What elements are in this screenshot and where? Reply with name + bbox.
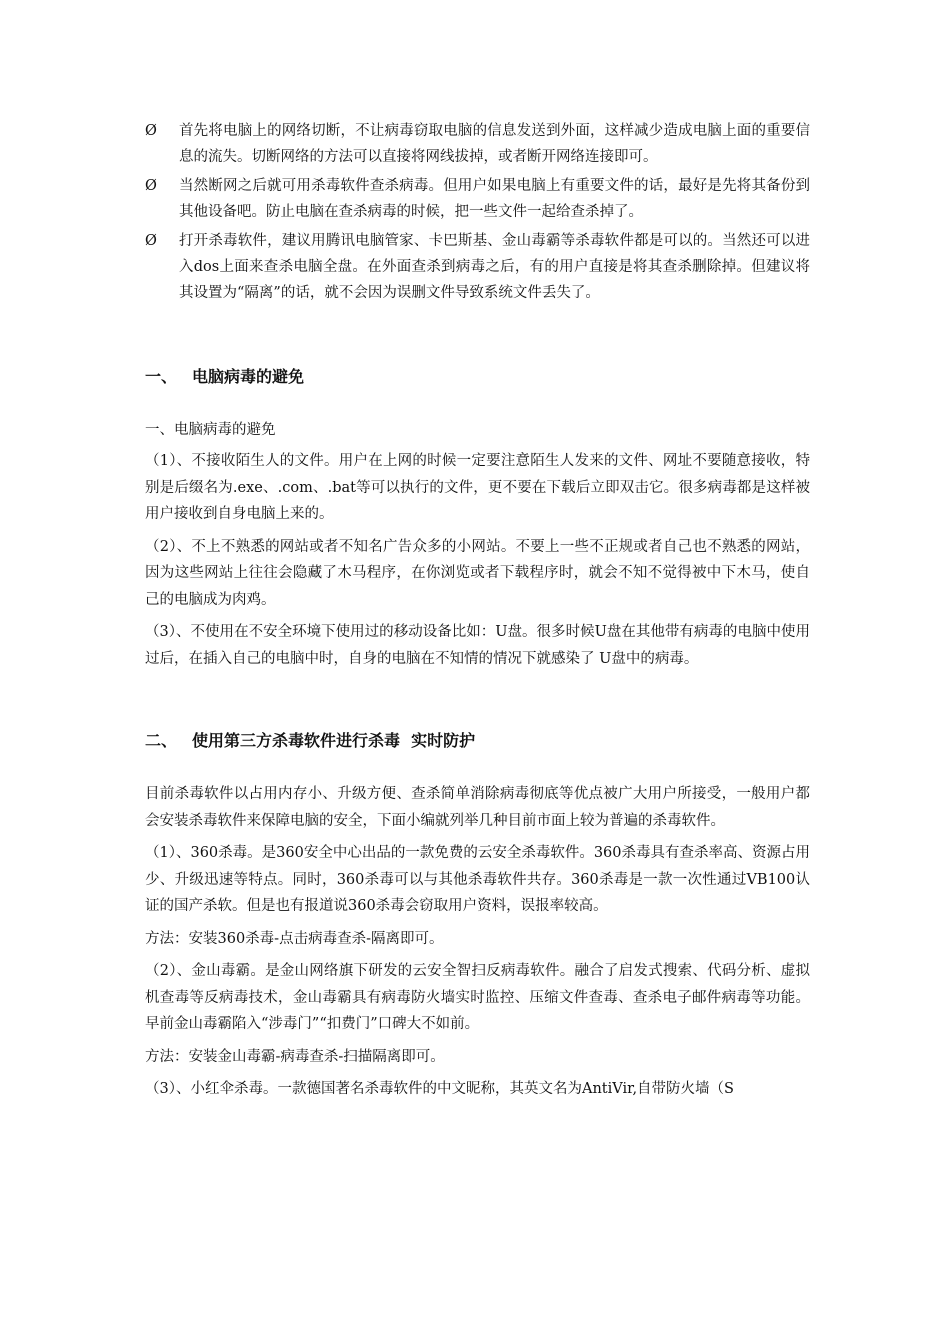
paragraph: 目前杀毒软件以占用内存小、升级方便、查杀简单消除病毒彻底等优点被广大用户所接受，一般用户都会安装杀毒软件来保障电脑的安全，下面小编就列举几种目前市面上较为普遍的杀毒软件。: [145, 786, 810, 829]
paragraph: 方法：安装金山毒霸-病毒查杀-扫描隔离即可。: [145, 1048, 445, 1065]
paragraph: （2）、不上不熟悉的网站或者不知名广告众多的小网站。不要上一些不正规或者自己也不熟悉的网站，因为这些网站上往往会隐藏了木马程序，在你浏览或者下载程序时，就会不知不觉得被中下木马，使自己的电脑成为肉鸡。: [145, 538, 810, 608]
bullet-item: [145, 228, 810, 306]
section-title: 电脑病毒的避免: [192, 367, 305, 386]
paragraph: （3）、小红伞杀毒。一款德国著名杀毒软件的中文昵称，其英文名为AntiVir,自带防火墙（S: [145, 1081, 734, 1097]
paragraph: 方法：安装360杀毒-点击病毒查杀-隔离即可。: [145, 930, 444, 947]
paragraph: （1）、360杀毒。是360安全中心出品的一款免费的云安全杀毒软件。360杀毒具有查杀率高、资源占用少、升级迅速等特点。同时，360杀毒可以与其他杀毒软件共存。360杀毒是一款一次性通过VB100认证的国产杀软。但是也有报道说360杀毒会窃取用户资料，误报率较高。: [145, 845, 810, 914]
bullet-text: 当然断网之后就可用杀毒软件查杀病毒。但用户如果电脑上有重要文件的话，最好是先将其备份到其他设备吧。防止电脑在查杀病毒的时候，把一些文件一起给查杀掉了。: [179, 178, 810, 220]
section-heading: [145, 364, 810, 387]
bullet-mark: Ø: [145, 123, 157, 139]
section-subtitle: 一、电脑病毒的避免: [145, 422, 276, 438]
bullet-text: 首先将电脑上的网络切断，不让病毒窃取电脑的信息发送到外面，这样减少造成电脑上面的重要信息的流失。切断网络的方法可以直接将网线拔掉，或者断开网络连接即可。: [179, 123, 810, 165]
section-number: 一、: [145, 367, 178, 386]
bullet-item: [145, 118, 810, 170]
bullet-item: [145, 173, 810, 225]
section-number: 二、: [145, 731, 178, 750]
paragraph: （2）、金山毒霸。是金山网络旗下研发的云安全智扫反病毒软件。融合了启发式搜索、代码分析、虚拟机查毒等反病毒技术，金山毒霸具有病毒防火墙实时监控、压缩文件查毒、查杀电子邮件病毒等功能。早前金山毒霸陷入“涉毒门”“扣费门”口碑大不如前。: [145, 963, 810, 1032]
bullet-mark: Ø: [145, 233, 157, 249]
bullet-mark: Ø: [145, 178, 157, 194]
paragraph: （1）、不接收陌生人的文件。用户在上网的时候一定要注意陌生人发来的文件、网址不要随意接收，特别是后缀名为.exe、.com、.bat等可以执行的文件，更不要在下载后立即双击它。很多病毒都是这样被用户接收到自身电脑上来的。: [145, 453, 810, 522]
section-heading: [145, 728, 810, 751]
document-content: [145, 118, 810, 1109]
paragraph: （3）、不使用在不安全环境下使用过的移动设备比如：U盘。很多时候U盘在其他带有病毒的电脑中使用过后，在插入自己的电脑中时，自身的电脑在不知情的情况下就感染了 U盘中的病毒。: [145, 624, 810, 667]
bullet-text: 打开杀毒软件，建议用腾讯电脑管家、卡巴斯基、金山毒霸等杀毒软件都是可以的。当然还可以进入dos上面来查杀电脑全盘。在外面查杀到病毒之后，有的用户直接是将其查杀删除掉。但建议将其设置为“隔离”的话，就不会因为误删文件导致系统文件丢失了。: [179, 233, 810, 301]
section-title: 使用第三方杀毒软件进行杀毒 实时防护: [192, 731, 476, 750]
